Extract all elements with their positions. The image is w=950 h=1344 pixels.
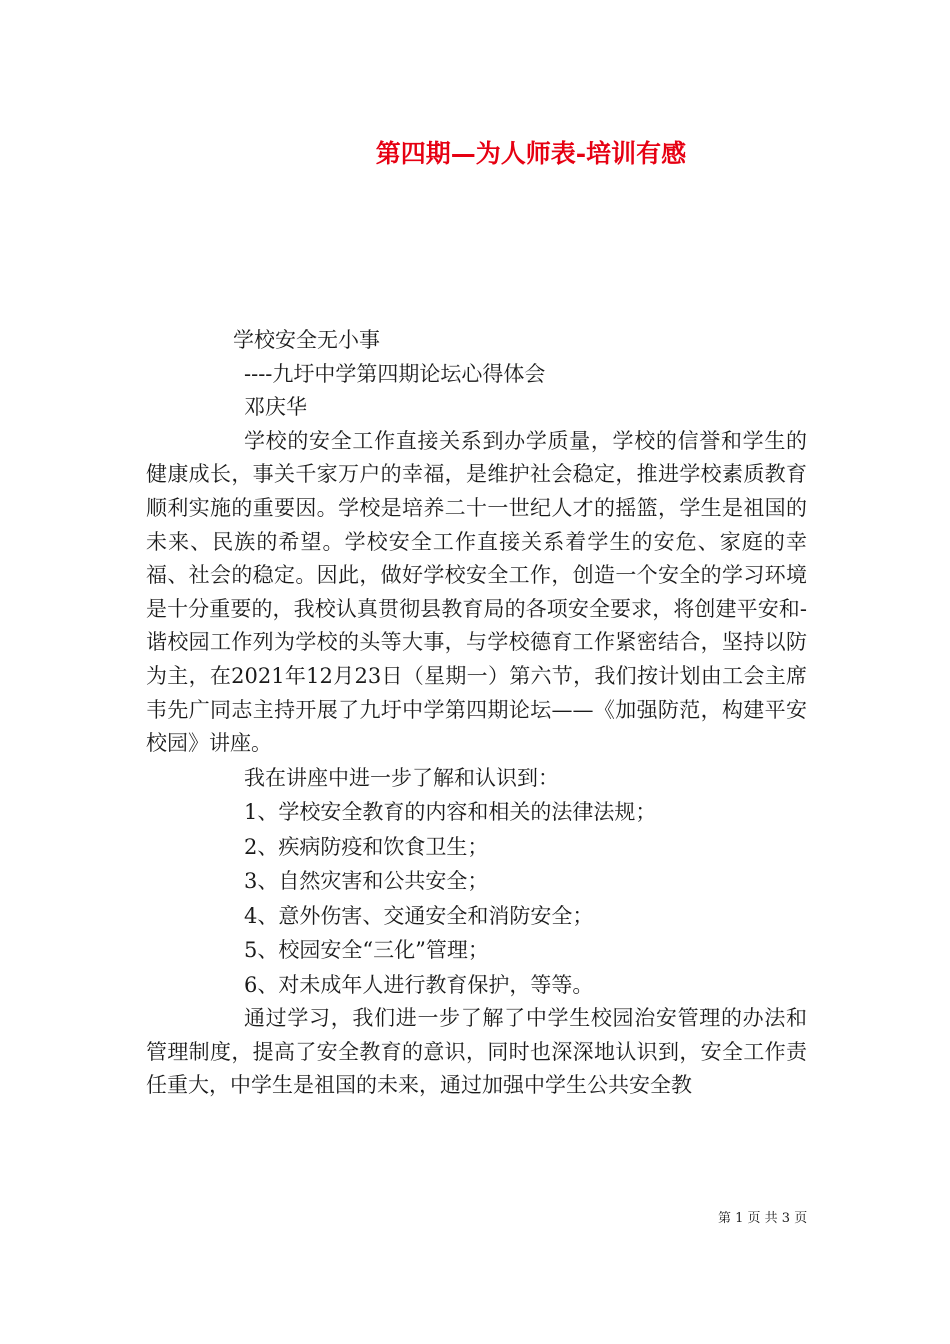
list-item: 4、意外伤害、交通安全和消防安全； (244, 903, 594, 928)
list-item: 6、对未成年人进行教育保护，等等。 (244, 972, 594, 997)
list-item: 3、自然灾害和公共安全； (244, 869, 489, 894)
list-item: 2、疾病防疫和饮食卫生； (244, 834, 489, 859)
page-number-footer: 第 1 页 共 3 页 (718, 1211, 808, 1226)
subtitle-line: ----九圩中学第四期论坛心得体会 (244, 361, 546, 386)
document-title: 第四期—为人师表-培训有感 (375, 139, 687, 168)
list-item: 5、校园安全“三化”管理； (244, 938, 489, 963)
paragraph-1: 学校的安全工作直接关系到办学质量，学校的信誉和学生的健康成长，事关千家万户的幸福，是维护社会稳定，推进学校素质教育顺利实施的重要因。学校是培养二十一世纪人才的摇篮，学生是祖国的未来、民族的希望。学校安全工作直接关系着学生的安危、家庭的幸福、社会的稳定。因此，做好学校安全工作，创造一个安全的学习环境是十分重要的，我校认真贯彻县教育局的各项安全要求，将创建平安和-谐校园工作列为学校的头等大事，与学校德育工作紧密结合，坚持以防为主，在2021年12月23日（星期一）第六节，我们按计划由工会主席韦先广同志主持开展了九圩中学第四期论坛——《加强防范，构建平安校园》讲座。 (146, 428, 807, 756)
subject-line: 学校安全无小事 (233, 328, 380, 352)
list-intro: 我在讲座中进一步了解和认识到： (244, 765, 559, 790)
paragraph-2: 通过学习，我们进一步了解了中学生校园治安管理的办法和管理制度，提高了安全教育的意识，同时也深深地认识到，安全工作责任重大，中学生是祖国的未来，通过加强中学生公共安全教 (146, 1006, 807, 1098)
list-item: 1、学校安全教育的内容和相关的法律法规； (244, 800, 657, 825)
author-name: 邓庆华 (244, 395, 307, 420)
document-body (146, 324, 807, 1103)
